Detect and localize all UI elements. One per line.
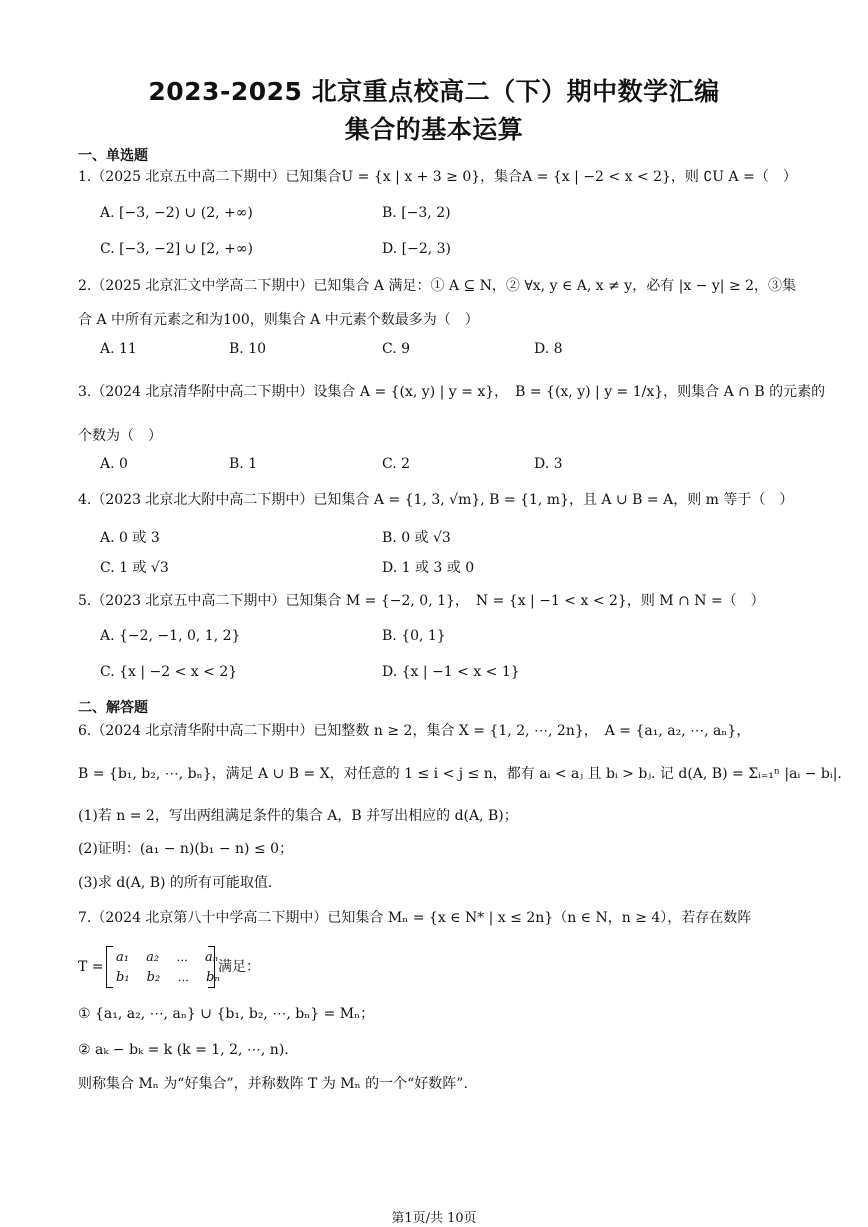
question-6-part2: (2)证明：(a₁ − n)(b₁ − n) ≤ 0； [78,841,294,857]
question-5-option-a[interactable]: A. {−2, −1, 0, 1, 2} [100,628,241,644]
question-6-line2: B = {b₁, b₂, ⋯, bₙ}，满足 A ∪ B = X，对任意的 1 ≤ i < j ≤ n，都有 aᵢ < aⱼ 且 bᵢ > bⱼ. 记 d(A, B) = Σᵢ₌₁ⁿ |aᵢ − bᵢ|. [78,766,842,782]
question-4-option-d[interactable]: D. 1 或 3 或 0 [382,560,475,576]
matrix-row-2: b₁ b₂ ⋯ bₙ [116,970,220,985]
question-3-option-a[interactable]: A. 0 [100,456,128,472]
question-3-line1: 3.（2024 北京清华附中高二下期中）设集合 A = {(x, y) | y = x}， B = {(x, y) | y = 1/x}，则集合 A ∩ B 的元素的 [78,384,826,400]
question-2-line1: 2.（2025 北京汇文中学高二下期中）已知集合 A 满足：① A ⊆ N，② ∀x, y ∈ A, x ≠ y，必有 |x − y| ≥ 2，③集 [78,278,797,294]
question-2-option-b[interactable]: B. 10 [229,341,267,357]
question-4-option-b[interactable]: B. 0 或 √3 [382,530,451,546]
question-4-stem: 4.（2023 北京北大附中高二下期中）已知集合 A = {1, 3, √m}, B = {1, m}，且 A ∪ B = A，则 m 等于（ ） [78,492,794,508]
doc-title-line1: 2023-2025 北京重点校高二（下）期中数学汇编 [148,77,720,106]
question-5-stem: 5.（2023 北京五中高二下期中）已知集合 M = {−2, 0, 1}， N = {x | −1 < x < 2}，则 M ∩ N =（ ） [78,593,765,609]
question-2-option-a[interactable]: A. 11 [100,341,137,357]
page-footer: 第1页/共 10页 [391,1211,477,1226]
matrix-left-bracket [106,946,113,988]
question-6-part3: (3)求 d(A, B) 的所有可能取值. [78,875,273,891]
question-5-option-b[interactable]: B. {0, 1} [382,628,446,644]
question-7-condition-2: ② aₖ − bₖ = k (k = 1, 2, ⋯, n). [78,1042,289,1058]
question-7-conclusion: 则称集合 Mₙ 为“好集合”，并称数阵 T 为 Mₙ 的一个“好数阵”. [78,1076,468,1092]
question-2-option-c[interactable]: C. 9 [382,341,411,357]
question-1-option-b[interactable]: B. [−3, 2) [382,205,451,221]
question-3-option-b[interactable]: B. 1 [229,456,258,472]
section-heading-single-choice: 一、单选题 [78,148,148,164]
question-3-line2: 个数为（ ） [78,428,162,444]
question-2-line2: 合 A 中所有元素之和为100，则集合 A 中元素个数最多为（ ） [78,312,479,328]
question-1-option-d[interactable]: D. [−2, 3) [382,241,451,257]
question-1-stem: 1.（2025 北京五中高二下期中）已知集合U = {x | x + 3 ≥ 0}，集合A = {x | −2 < x < 2}，则 ∁U A =（ ） [78,169,797,185]
question-4-option-c[interactable]: C. 1 或 √3 [100,560,169,576]
matrix-satisfy-text: 满足： [218,959,260,975]
doc-title-line2: 集合的基本运算 [344,115,524,144]
question-4-option-a[interactable]: A. 0 或 3 [100,530,160,546]
question-5-option-c[interactable]: C. {x | −2 < x < 2} [100,664,238,680]
matrix-right-bracket [208,946,215,988]
question-7-line1: 7.（2024 北京第八十中学高二下期中）已知集合 Mₙ = {x ∈ N* | x ≤ 2n}（n ∈ N，n ≥ 4），若存在数阵 [78,910,752,926]
section-heading-answer: 二、解答题 [78,700,148,716]
question-6-part1: (1)若 n = 2，写出两组满足条件的集合 A，B 并写出相应的 d(A, B)； [78,808,518,824]
question-1-option-c[interactable]: C. [−3, −2] ∪ [2, +∞) [100,241,253,257]
matrix-row-1: a₁ a₂ ⋯ aₙ [116,950,219,965]
question-2-option-d[interactable]: D. 8 [534,341,563,357]
question-5-option-d[interactable]: D. {x | −1 < x < 1} [382,664,520,680]
question-3-option-c[interactable]: C. 2 [382,456,411,472]
question-1-option-a[interactable]: A. [−3, −2) ∪ (2, +∞) [100,205,253,221]
question-6-line1: 6.（2024 北京清华附中高二下期中）已知整数 n ≥ 2，集合 X = {1, 2, ⋯, 2n}， A = {a₁, a₂, ⋯, aₙ}， [78,723,751,739]
question-3-option-d[interactable]: D. 3 [534,456,563,472]
matrix-t-label: T = [78,959,104,975]
question-7-condition-1: ① {a₁, a₂, ⋯, aₙ} ∪ {b₁, b₂, ⋯, bₙ} = Mₙ； [78,1006,375,1022]
